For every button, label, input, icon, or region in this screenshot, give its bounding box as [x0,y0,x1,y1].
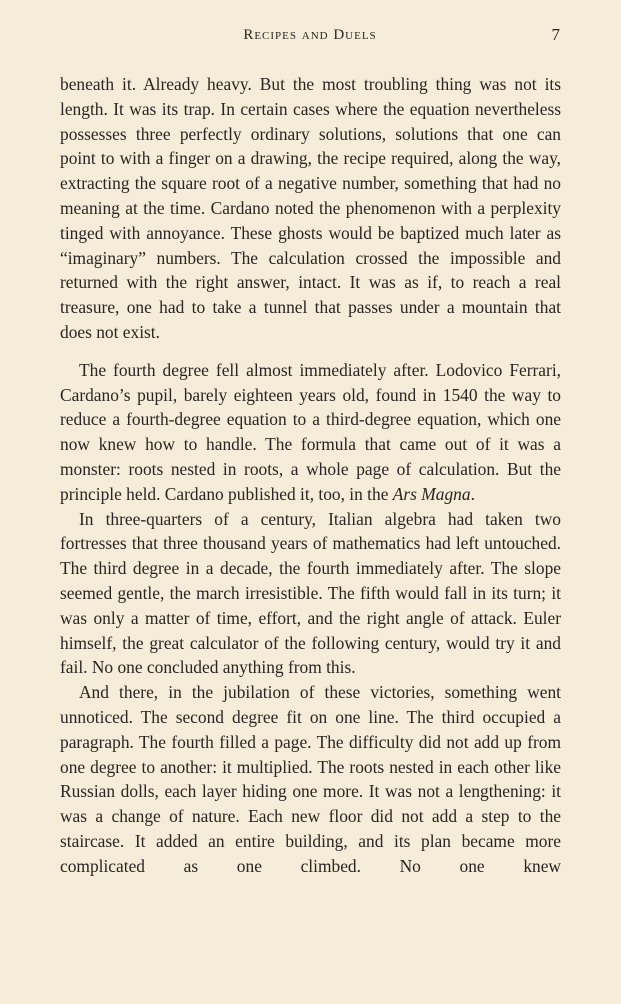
running-header [60,24,560,46]
paragraph-1: beneath it. Already heavy. But the most troubling thing was not its length. It was its trap. In certain cases where the equation nevertheless possesses three perfectly ordinary solutions, solutions that one can point to with a finger on a drawing, the recipe required, along the way, extracting the square root of a negative number, something that had no meaning at the time. Cardano noted the phenomenon with a perplexity tinged with annoyance. These ghosts would be baptized much later as “imaginary” numbers. The calculation crossed the impossible and returned with the right answer, intact. It was as if, to reach a real treasure, one had to take a tunnel that passes under a mountain that does not exist. [60,74,561,342]
paragraph-3: In three-quarters of a century, Italian algebra had taken two fortresses that three thousand years of mathematics had left untouched. The third degree in a decade, the fourth immediately after. The slope seemed gentle, the march irresistible. The fifth would fall in its turn; it was only a matter of time, effort, and the right angle of attack. Euler himself, the great calculator of the following century, would try it and fail. No one concluded anything from this. [60,508,561,678]
book-title-italic: Ars Magna [392,483,471,504]
body-text [60,72,561,879]
paragraph-4: And there, in the jubilation of these victories, something went unnoticed. The second degree fit on one line. The third occupied a paragraph. The fourth filled a page. The difficulty did not add up from one degree to another: it multiplied. The roots nested in each other like Russian dolls, each layer hiding one more. It was not a lengthening: it was a change of nature. Each new floor did not add a step to the staircase. It added an entire building, and its plan became more complicated as one climbed. No one knew [60,682,561,876]
paragraph-2-text: The fourth degree fell almost immediately after. Lodovico Ferrari, Cardano’s pupil, barely eighteen years old, found in 1540 the way to reduce a fourth-degree equation to a third-degree equation, which one now knew how to handle. The formula that came out of it was a monster: roots nested in roots, a whole page of calculation. But the principle held. Cardano published it, too, in the [60,359,561,504]
running-title: Recipes and Duels [243,27,377,43]
page-number: 7 [551,25,560,44]
paragraph-2 [60,358,561,507]
paragraph-2-end: . [470,483,475,504]
